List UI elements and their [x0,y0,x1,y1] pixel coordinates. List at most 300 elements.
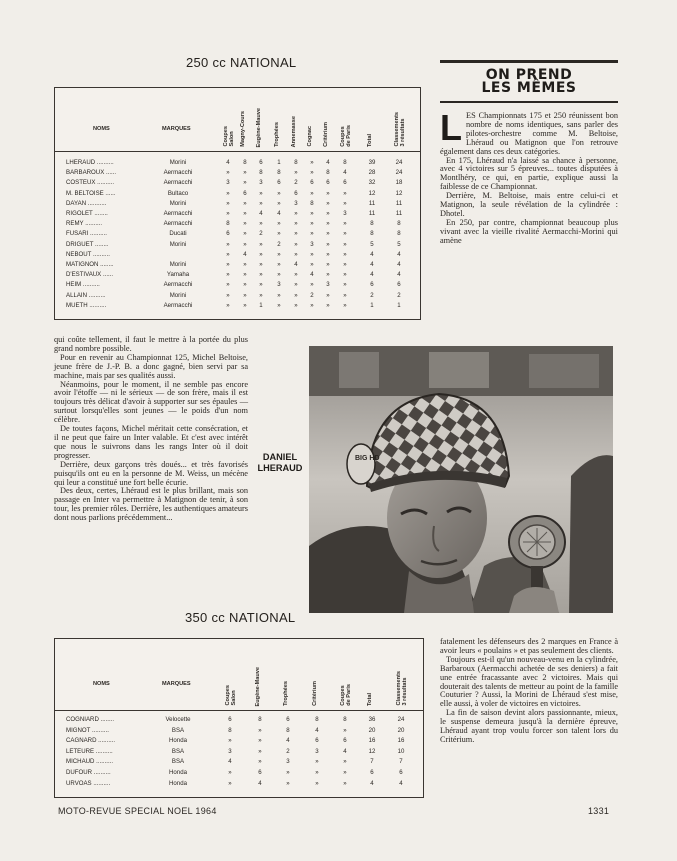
score-cell: » [243,271,247,279]
score-cell: 2 [397,291,401,299]
score-cell: » [259,240,263,248]
headline [440,69,618,95]
score-cell: 12 [368,747,376,755]
rider-marque: Morini [169,240,187,248]
score-cell: » [243,301,247,309]
score-cell: » [259,250,263,258]
score-cell: 6 [226,230,230,238]
score-cell: » [343,769,347,776]
score-cell: 11 [368,199,376,207]
score-cell: » [310,159,314,166]
score-cell: 3 [315,747,319,755]
score-cell: 1 [370,301,374,309]
score-cell: » [226,169,230,177]
rider-name: REMY .......... [66,220,103,228]
score-cell: » [228,737,232,745]
rider-marque: Aermacchi [163,210,193,217]
paragraph: En 250, par contre, championnat beaucoup plus vivant avec la vieille rivalité Aermacchi-Morini qui amène [440,217,618,245]
score-cell: » [277,301,281,309]
score-cell: » [277,250,281,258]
caption-last-name: LHERAUD [257,463,303,473]
score-cell: » [258,747,262,755]
score-cell: 18 [395,179,403,187]
table-row [55,301,420,310]
table-row [55,747,423,756]
score-cell: 4 [370,250,374,258]
score-cell: 8 [259,169,263,177]
article-left-middle [54,336,248,523]
score-cell: 4 [397,250,401,258]
score-cell: 4 [397,271,401,279]
score-cell: » [243,210,247,217]
paragraph: Toujours est-il qu'un nouveau-venu en la cylindrée, Barbaroux (Aermacchi achetée de ses deniers) a fait une entrée fracassante avec 2 victoires. Mais qui douterait des talents de metteur au point de la famille Couturier ? Aussi, la Morini de Lhéraud s'est mise, elle aussi, à voler de victoires en victoires. [440,654,618,709]
score-cell: » [277,199,281,207]
rider-name: CAGNARD .......... [66,737,116,745]
score-cell: 8 [228,726,232,734]
score-cell: 10 [397,747,405,755]
score-cell: 8 [243,159,247,166]
score-cell: 8 [226,220,230,228]
score-cell: 12 [395,189,403,197]
score-cell: 3 [228,747,232,755]
score-cell: » [294,301,298,309]
score-cell: 4 [228,758,232,766]
score-cell: » [286,769,290,776]
score-cell: » [277,291,281,299]
score-cell: 3 [310,240,314,248]
score-cell: » [326,199,330,207]
header-noms: NOMS [93,126,110,132]
headline-line-1: ON PREND [485,67,573,83]
score-cell: 1 [277,159,281,166]
headline-line-2: LES MÊMES [481,80,577,96]
rider-name: DUFOUR .......... [66,769,111,776]
rider-name: MATIGNON ........ [66,261,114,268]
score-cell: » [259,189,263,197]
score-cell: 3 [286,758,290,766]
rider-marque: Morini [169,199,187,207]
score-cell: » [243,169,247,177]
score-cell: » [310,230,314,238]
score-cell: 16 [397,737,405,745]
score-cell: 4 [399,779,403,787]
score-cell: 11 [395,210,403,217]
rider-marque: Morini [169,159,187,166]
score-cell: » [310,169,314,177]
rider-marque: Yamaha [166,271,190,279]
score-cell: » [226,291,230,299]
score-cell: » [294,271,298,279]
rider-name: HEIM .......... [66,281,100,289]
score-cell: 6 [259,159,263,166]
score-cell: » [226,240,230,248]
score-cell: 6 [399,769,403,776]
score-cell: » [277,271,281,279]
rider-marque: BSA [171,726,185,734]
score-cell: » [226,281,230,289]
score-cell: 24 [397,716,405,723]
score-cell: » [259,291,263,299]
score-cell: » [343,230,347,238]
score-cell: 4 [258,779,262,787]
score-cell: » [294,281,298,289]
score-cell: » [294,169,298,177]
score-cell: » [277,189,281,197]
rider-name: ALLAIN .......... [66,291,106,299]
table-row [55,726,423,735]
header-marques: MARQUES [162,681,191,687]
score-cell: » [259,199,263,207]
score-cell: 6 [258,769,262,776]
score-cell: 11 [368,210,376,217]
score-cell: » [243,281,247,289]
score-cell: » [326,301,330,309]
article-right-bottom [440,638,618,745]
score-cell: 8 [397,220,401,228]
score-cell: » [343,758,347,766]
score-cell: » [243,261,247,268]
score-cell: » [259,261,263,268]
column-header: Trophées [283,681,289,706]
table-row [55,240,420,249]
column-header: Coupes de Paris [340,125,352,147]
score-cell: 6 [228,716,232,723]
table-row [55,229,420,238]
score-cell: » [326,210,330,217]
rider-marque: Aermacchi [163,281,193,289]
score-cell: » [326,240,330,248]
rider-name: D'ESTIVAUX ...... [66,271,114,279]
score-cell: 3 [294,199,298,207]
score-cell: 6 [243,189,247,197]
score-cell: 39 [368,159,376,166]
column-header: Coupes Salon [223,126,235,147]
rider-name: URVOAS .......... [66,779,111,787]
score-cell: » [294,240,298,248]
score-cell: 12 [368,189,376,197]
paragraph: De toutes façons, Michel méritait cette consécration, et il ne peut que faire un Inter valable. Et c'est avec intérêt que nous le suivrons dans les rangs Inter où il doit progresser. [54,424,248,460]
rider-marque: Aermacchi [163,220,193,228]
score-cell: » [243,240,247,248]
headline-rule-bottom [440,101,618,103]
score-cell: 4 [343,747,347,755]
score-cell: » [226,250,230,258]
score-cell: 3 [343,210,347,217]
table-row [55,219,420,228]
score-cell: » [258,726,262,734]
score-cell: » [343,301,347,309]
column-header: Coupes Salon [225,685,237,706]
score-cell: 6 [310,179,314,187]
score-cell: » [294,220,298,228]
score-cell: » [326,189,330,197]
table-row [55,270,420,279]
score-cell: 4 [370,271,374,279]
score-cell: » [226,189,230,197]
rider-name: COGNIARD ........ [66,716,115,723]
score-cell: » [286,779,290,787]
score-cell: » [343,261,347,268]
footer-publication: MOTO-REVUE SPECIAL NOEL 1964 [58,806,217,816]
score-cell: 2 [310,291,314,299]
score-cell: 20 [397,726,405,734]
score-cell: 5 [370,240,374,248]
score-cell: » [310,189,314,197]
score-cell: 1 [259,301,263,309]
score-cell: » [326,230,330,238]
score-cell: 2 [286,747,290,755]
rider-name: M. BELTOISE ...... [66,189,116,197]
paragraph: Derrière, M. Beltoise, mais entre celui-ci et Matignon, la seule révélation de la cylindrée : Dhotel. [440,191,618,218]
score-cell: » [277,261,281,268]
rider-marque: BSA [171,747,185,755]
column-header: Total [367,134,373,147]
score-cell: » [343,189,347,197]
score-cell: » [228,779,232,787]
column-header: Critérium [323,122,329,147]
score-cell: 20 [368,726,376,734]
rider-name: FUSARI .......... [66,230,107,238]
table-250-header [55,88,420,152]
score-cell: » [294,250,298,258]
article-right-top [440,107,618,246]
score-cell: » [259,281,263,289]
score-cell: » [226,261,230,268]
score-cell: 4 [370,779,374,787]
table-row [55,168,420,177]
table-row [55,250,420,259]
photo-caption [252,452,308,474]
score-cell: 4 [277,210,281,217]
rider-name: RIGOLET ........ [66,210,108,217]
score-cell: » [310,261,314,268]
score-cell: » [243,230,247,238]
score-cell: » [310,301,314,309]
score-cell: » [226,210,230,217]
score-cell: » [243,179,247,187]
score-cell: 4 [343,169,347,177]
score-cell: » [228,769,232,776]
score-cell: 6 [343,737,347,745]
score-cell: 4 [315,726,319,734]
score-cell: 4 [226,159,230,166]
table-350 [54,638,424,798]
rider-name: MIGNOT .......... [66,726,109,734]
table-row [55,260,420,269]
column-header: Annemasse [291,115,297,147]
score-cell: 4 [326,159,330,166]
rider-name: COSTEUX .......... [66,179,115,187]
score-cell: » [315,758,319,766]
score-cell: 8 [326,169,330,177]
score-cell: » [243,291,247,299]
rider-name: MUETH .......... [66,301,107,309]
paragraph: fatalement les défenseurs des 2 marques en France à avoir leurs « poulains » et pas seulement des clients. [440,637,618,655]
caption-first-name: DANIEL [262,452,298,462]
score-cell: » [326,261,330,268]
column-header: Magny-Cours [240,111,246,147]
paragraph: Des deux, certes, Lhéraud est le plus brillant, mais son passage en Inter va permettre à Matignon de tenir, à son tour, les premier rôles. Derrière, les authentiques amateurs dont nous parlions précédemment... [54,486,248,523]
table-350-header [55,639,423,711]
rider-photo [309,346,613,613]
score-cell: 3 [277,281,281,289]
table-row [55,291,420,300]
paragraph: La fin de saison devint alors passionnante, mieux, le suspense demeura jusqu'à la dernière épreuve, Lhéraud ayant trop voulu forcer son talent lors du Critérium. [440,708,618,744]
score-cell: 32 [368,179,376,187]
score-cell: 4 [286,737,290,745]
score-cell: 2 [259,230,263,238]
table-row [55,280,420,289]
headline-rule-top [440,60,618,63]
table-row [55,199,420,208]
score-cell: 16 [368,737,376,745]
score-cell: 4 [243,250,247,258]
score-cell: » [258,758,262,766]
paragraph: Néanmoins, pour le moment, il ne semble pas encore avoir l'étoffe — ni le sérieux — de son frère, mais il est toujours très délicat d'avoir à supporter sur ses épaules — surtout lorsqu'elles sont jeunes — le poids d'un nom célèbre. [54,379,248,425]
score-cell: 8 [310,199,314,207]
rider-photo-image [309,346,613,613]
score-cell: 6 [343,179,347,187]
score-cell: » [243,220,247,228]
score-cell: 1 [397,301,401,309]
rider-marque: Morini [169,291,187,299]
table-row [55,189,420,198]
column-header: Cognac [307,126,313,147]
rider-name: NEBOUT .......... [66,250,110,258]
score-cell: 4 [397,261,401,268]
score-cell: » [343,271,347,279]
table-row [55,158,420,167]
score-cell: 11 [395,199,403,207]
rider-marque: Honda [169,769,187,776]
table-250-title: 250 cc NATIONAL [186,55,297,70]
score-cell: » [294,230,298,238]
rider-name: LETEURE .......... [66,747,113,755]
score-cell: » [315,769,319,776]
score-cell: 6 [294,189,298,197]
rider-name: DAYAN ........... [66,199,107,207]
paragraph: Derrière, deux garçons très doués... et très favorisés puisqu'ils ont eu en la personne de M. Weiss, un mécène qui leur a constitué une fort belle écurie. [54,459,248,487]
column-header: Total [367,693,373,706]
score-cell: 6 [286,716,290,723]
score-cell: 6 [370,769,374,776]
score-cell: 4 [370,261,374,268]
score-cell: 4 [294,261,298,268]
score-cell: » [310,281,314,289]
score-cell: » [343,220,347,228]
score-cell: 4 [259,210,263,217]
score-cell: 4 [310,271,314,279]
score-cell: » [294,210,298,217]
rider-marque: Bultaco [167,189,189,197]
rider-name: BARBAROUX ...... [66,169,117,177]
drop-cap: L [440,107,462,148]
score-cell: » [277,220,281,228]
paragraph: qui coûte tellement, il faut le mettre à la portée du plus grand nombre possible. [54,335,248,353]
paragraph: En 175, Lhéraud n'a laissé sa chance à personne, avec 4 victoires sur 5 épreuves... toutes disputées à Montlhéry, ce qui, en partie, explique aussi la faiblesse de ce Championnat. [440,155,618,192]
table-row [55,757,423,766]
rider-name: LHERAUD .......... [66,159,114,166]
helmet-text: BIG HD [355,455,380,462]
score-cell: » [326,291,330,299]
column-header: Critérium [312,681,318,706]
score-cell: 6 [370,281,374,289]
score-cell: 6 [315,737,319,745]
score-cell: 6 [326,179,330,187]
score-cell: 2 [277,240,281,248]
score-cell: » [343,291,347,299]
header-marques: MARQUES [162,126,191,132]
rider-name: MICHAUD .......... [66,758,114,766]
score-cell: » [326,220,330,228]
score-cell: 8 [258,716,262,723]
score-cell: 7 [399,758,403,766]
rider-marque: BSA [171,758,185,766]
score-cell: 8 [343,716,347,723]
score-cell: » [226,271,230,279]
score-cell: 8 [286,726,290,734]
score-cell: 3 [259,179,263,187]
score-cell: » [343,240,347,248]
score-cell: 24 [395,159,403,166]
score-cell: » [243,199,247,207]
score-cell: 36 [368,716,376,723]
score-cell: » [259,220,263,228]
score-cell: » [343,281,347,289]
paragraph: Pour en revenir au Championnat 125, Michel Beltoise, jeune frère de J.-P. B. a donc gagné, bien servi par sa machine, mais par ses qualités aussi. [54,352,248,380]
table-row [55,178,420,187]
footer-page-number: 1331 [588,806,610,816]
paragraph: ES Championnats 175 et 250 réunissent bon nombre de noms identiques, sans parler des pilotes-orchestre comme M. Beltoise, Lhéraud ou Matignon que l'on retrouve également dans ces deux catégories. [440,111,618,156]
score-cell: 8 [370,220,374,228]
score-cell: 7 [370,758,374,766]
rider-name: DRIGUET ........ [66,240,109,248]
rider-marque: Honda [169,779,187,787]
rider-marque: Ducati [169,230,187,238]
score-cell: » [343,250,347,258]
score-cell: 8 [370,230,374,238]
score-cell: » [226,199,230,207]
score-cell: 8 [294,159,298,166]
score-cell: » [277,230,281,238]
score-cell: » [310,210,314,217]
score-cell: » [343,779,347,787]
score-cell: » [310,250,314,258]
table-350-title: 350 cc NATIONAL [185,610,296,625]
score-cell: » [343,199,347,207]
table-row [55,779,423,788]
rider-marque: Velocette [165,716,191,723]
score-cell: 2 [370,291,374,299]
column-header: Classements 3 résultats [394,112,406,147]
score-cell: 8 [397,230,401,238]
table-250 [54,87,421,320]
score-cell: 5 [397,240,401,248]
score-cell: 6 [277,179,281,187]
score-cell: 6 [397,281,401,289]
header-noms: NOMS [93,681,110,687]
rider-marque: Aermacchi [163,179,193,187]
score-cell: » [343,726,347,734]
score-cell: 2 [294,179,298,187]
score-cell: » [226,301,230,309]
table-row [55,715,423,724]
score-cell: 24 [395,169,403,177]
score-cell: » [259,271,263,279]
score-cell: 8 [343,159,347,166]
table-row [55,768,423,777]
score-cell: » [310,220,314,228]
